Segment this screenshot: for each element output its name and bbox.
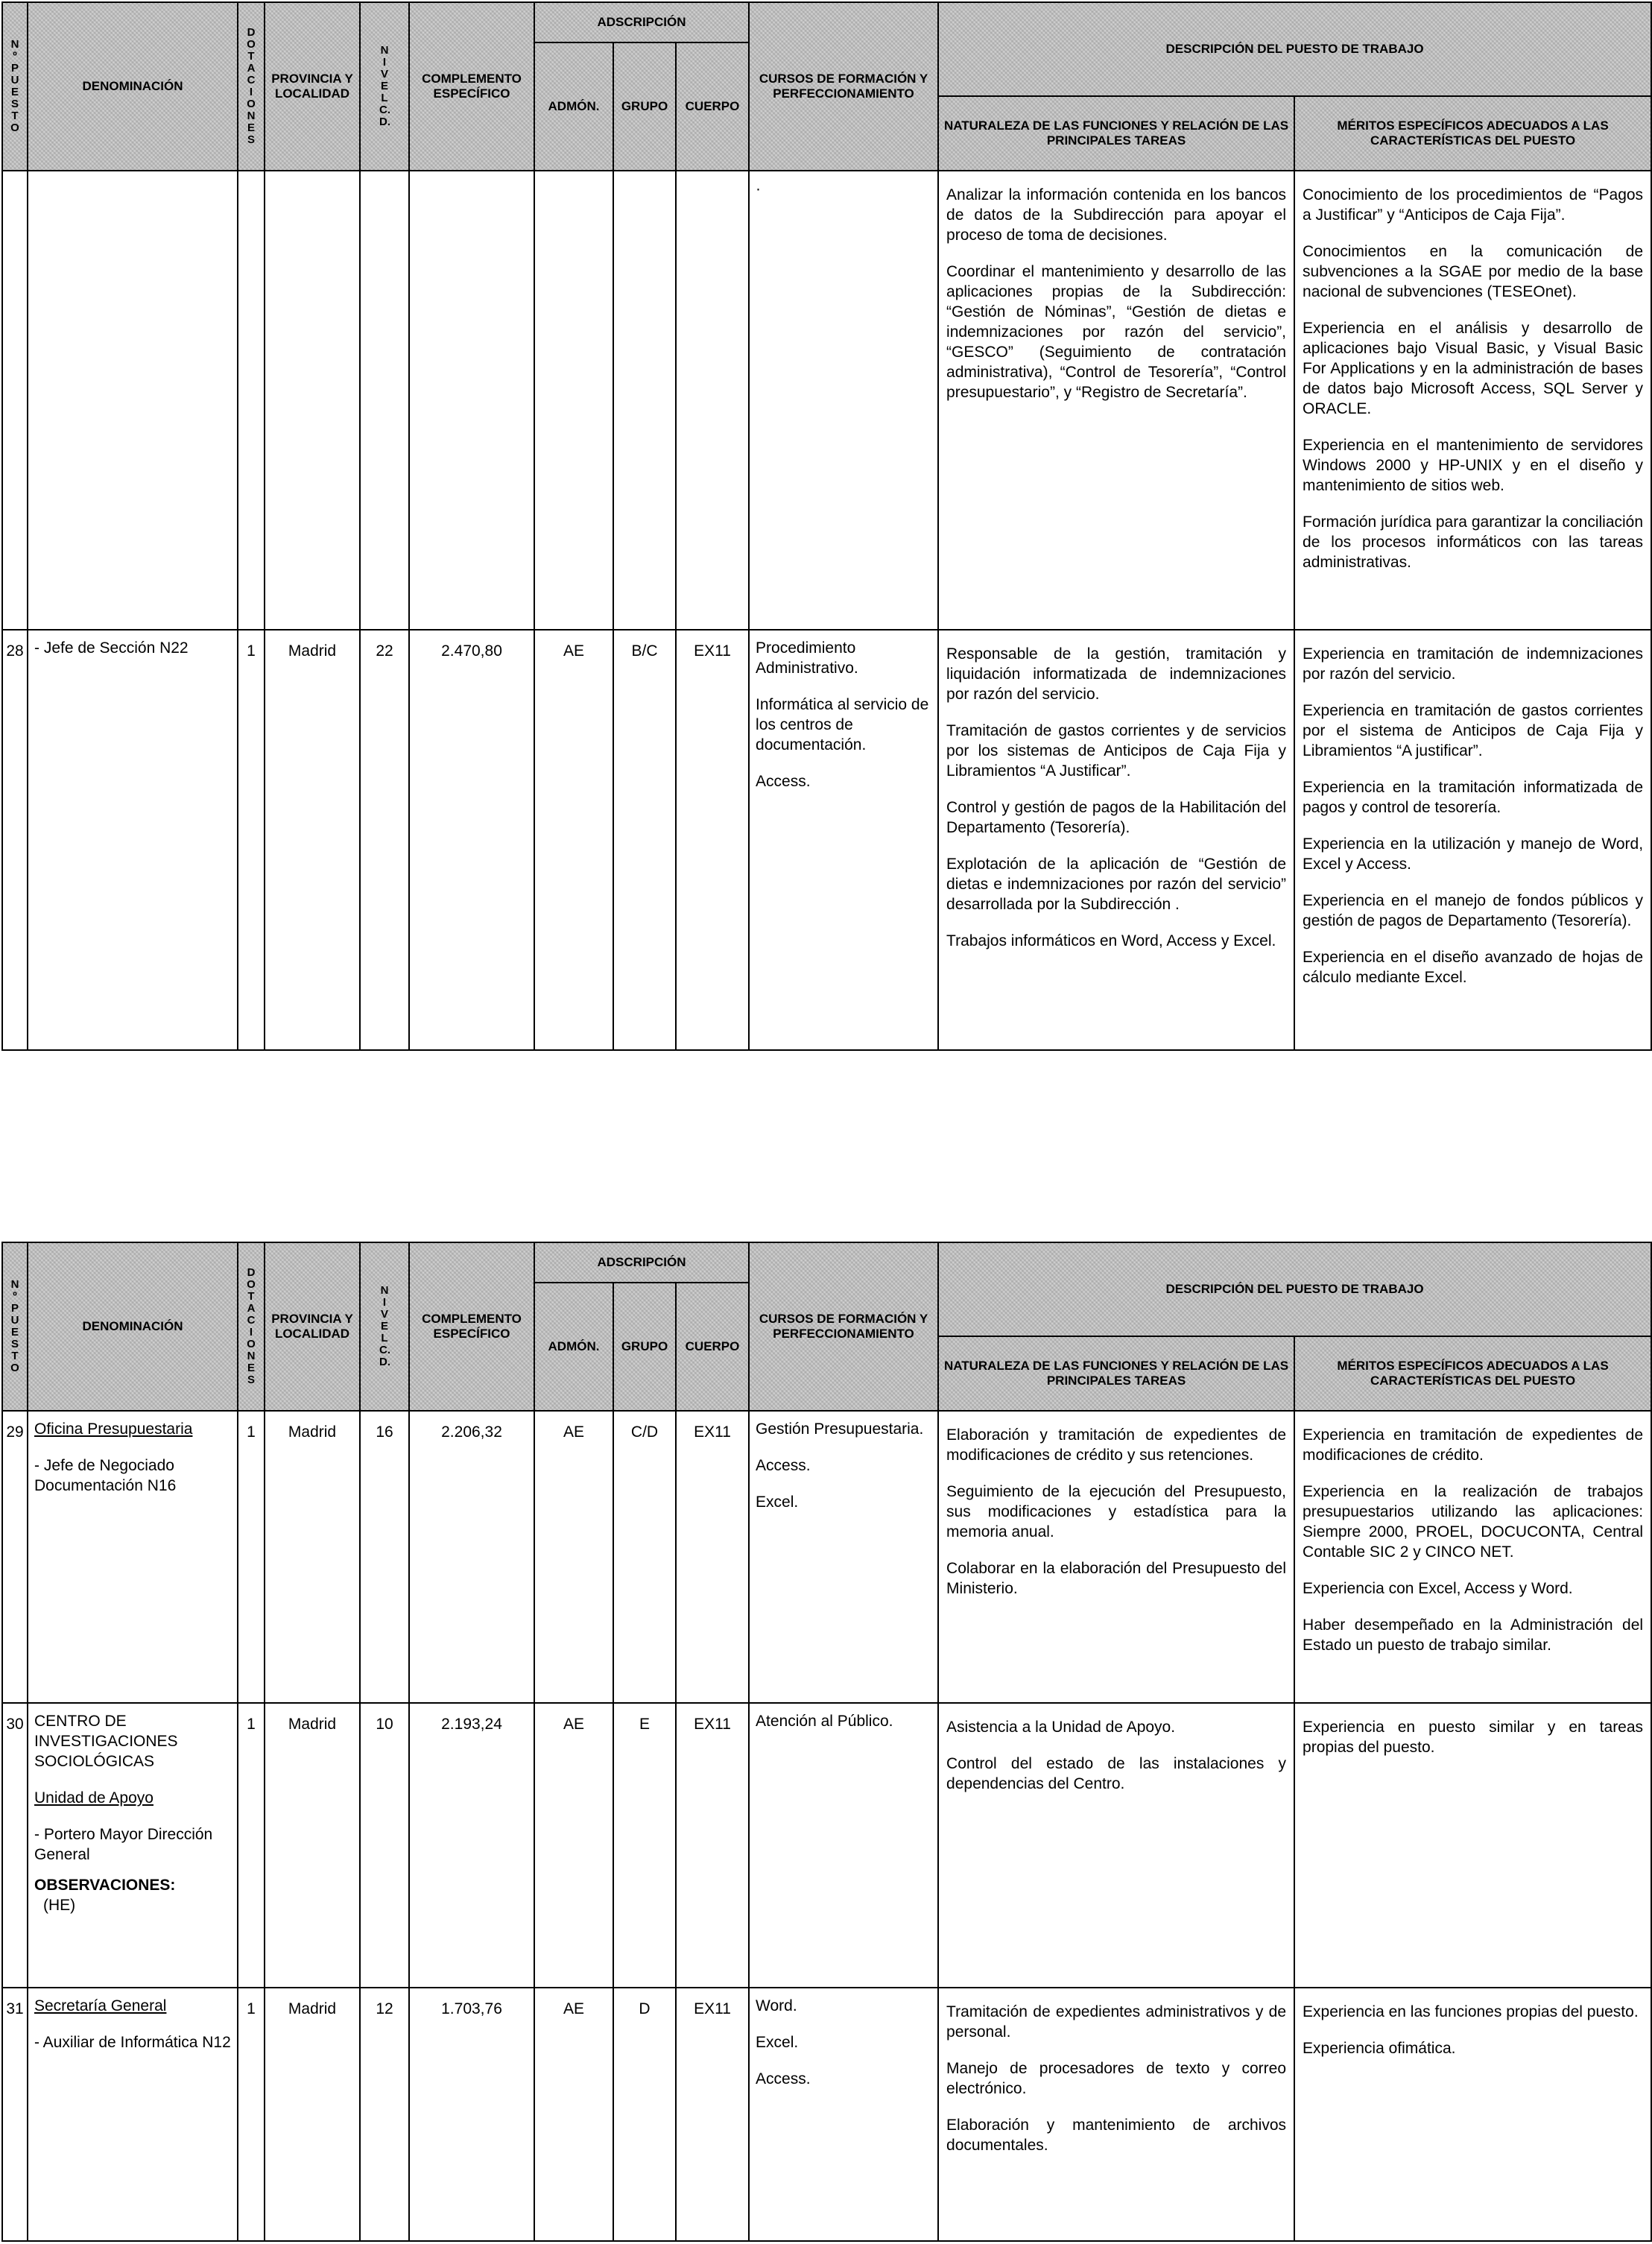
table-row (2, 1411, 1651, 1703)
header-denominacion: DENOMINACIÓN (28, 2, 238, 171)
header-dotaciones: DOTACIONES (238, 1242, 265, 1411)
header-admon: ADMÓN. (534, 42, 613, 171)
grupo-cell: B/C (613, 630, 676, 1050)
complemento-cell: 1.703,76 (409, 1988, 534, 2241)
dotaciones-cell: 1 (238, 630, 265, 1050)
section-title: Oficina Presupuestaria (34, 1420, 193, 1438)
header-adscripcion: ADSCRIPCIÓN (534, 2, 749, 42)
cursos-cell: Atención al Público. (749, 1703, 938, 1988)
provincia-cell: Madrid (265, 1411, 360, 1703)
admon-cell: AE (534, 630, 613, 1050)
section-title: Secretaría General (34, 1997, 167, 2014)
header-nivel: NIVEL C.D. (360, 1242, 409, 1411)
header-grupo: GRUPO (613, 1283, 676, 1411)
funciones-cell: Elaboración y tramitación de expedientes de modificaciones de crédito y sus retenciones. Seguimiento de la ejecución del Presupuesto, sus modificaciones y estadística para la memoria anual. Colaborar en la elaboración del Presupuesto del Ministerio. (938, 1411, 1294, 1703)
cuerpo-cell: EX11 (676, 630, 749, 1050)
funciones-cell: Asistencia a la Unidad de Apoyo. Control del estado de las instalaciones y dependencias del Centro. (938, 1703, 1294, 1988)
grupo-cell: D (613, 1988, 676, 2241)
dotaciones-cell: 1 (238, 1988, 265, 2241)
grupo-cell: E (613, 1703, 676, 1988)
cursos-cell: Gestión Presupuestaria. Access. Excel. (749, 1411, 938, 1703)
table-row (2, 630, 1651, 1050)
dotaciones-cell: 1 (238, 1411, 265, 1703)
header-num-puesto: Nº PUESTO (2, 2, 28, 171)
meritos-cell: Experiencia en tramitación de expedientes de modificaciones de crédito. Experiencia en la realización de trabajos presupuestarios utilizando las aplicaciones: Siempre 2000, PROEL, DOCUCONTA, Central Contable SIC 2 y CINCO NET. Experiencia con Excel, Access y Word. Haber desempeñado en la Administración del Estado un puesto de trabajo similar. (1294, 1411, 1651, 1703)
cuerpo-cell: EX11 (676, 1988, 749, 2241)
header-cuerpo: CUERPO (676, 42, 749, 171)
observaciones-label: OBSERVACIONES: (34, 1877, 176, 1894)
admon-cell: AE (534, 1703, 613, 1988)
header-complemento: COMPLEMENTO ESPECÍFICO (409, 2, 534, 171)
header-descripcion: DESCRIPCIÓN DEL PUESTO DE TRABAJO (938, 2, 1651, 96)
table-row (2, 1703, 1651, 1988)
observaciones-value: (HE) (43, 1897, 76, 1914)
header-admon: ADMÓN. (534, 1283, 613, 1411)
header-cursos: CURSOS DE FORMACIÓN Y PERFECCIONAMIENTO (749, 2, 938, 171)
cursos-cell: Word. Excel. Access. (749, 1988, 938, 2241)
puesto-number: 31 (2, 1988, 28, 2241)
denominacion-cell: Secretaría General - Auxiliar de Informática N12 (28, 1988, 238, 2241)
funciones-cell: Tramitación de expedientes administrativos y de personal. Manejo de procesadores de texto y correo electrónico. Elaboración y mantenimiento de archivos documentales. (938, 1988, 1294, 2241)
admon-cell: AE (534, 1411, 613, 1703)
dotaciones-cell: 1 (238, 1703, 265, 1988)
provincia-cell: Madrid (265, 1703, 360, 1988)
header-num-puesto: Nº PUESTO (2, 1242, 28, 1411)
puesto-number: 30 (2, 1703, 28, 1988)
header-naturaleza: NATURALEZA DE LAS FUNCIONES Y RELACIÓN DE LAS PRINCIPALES TAREAS (938, 1336, 1294, 1411)
funciones-cell: Analizar la información contenida en los bancos de datos de la Subdirección para apoyar el proceso de toma de decisiones. Coordinar el mantenimiento y desarrollo de las aplicaciones propias de la Subdirección: “Gestión de Nóminas”, “Gestión de dietas e indemnizaciones por razón del servicio”, “GESCO” (Seguimiento de contratación administrativa), “Control de Tesorería”, “Control presupuestario”, y “Registro de Secretaría”. (938, 171, 1294, 630)
provincia-cell: Madrid (265, 1988, 360, 2241)
cursos-cell: Procedimiento Administrativo. Informática al servicio de los centros de documentación. Access. (749, 630, 938, 1050)
header-dotaciones: DOTACIONES (238, 2, 265, 171)
header-meritos: MÉRITOS ESPECÍFICOS ADECUADOS A LAS CARACTERÍSTICAS DEL PUESTO (1294, 1336, 1651, 1411)
header-denominacion: DENOMINACIÓN (28, 1242, 238, 1411)
header-naturaleza: NATURALEZA DE LAS FUNCIONES Y RELACIÓN DE LAS PRINCIPALES TAREAS (938, 96, 1294, 171)
denominacion-cell: CENTRO DE INVESTIGACIONES SOCIOLÓGICAS Unidad de Apoyo - Portero Mayor Dirección General OBSERVACIONES: (HE) (28, 1703, 238, 1988)
cuerpo-cell: EX11 (676, 1411, 749, 1703)
meritos-cell: Experiencia en las funciones propias del puesto. Experiencia ofimática. (1294, 1988, 1651, 2241)
header-provincia: PROVINCIA Y LOCALIDAD (265, 1242, 360, 1411)
nivel-cell: 22 (360, 630, 409, 1050)
nivel-cell: 16 (360, 1411, 409, 1703)
complemento-cell: 2.206,32 (409, 1411, 534, 1703)
job-table-1 (1, 1, 1652, 1051)
header-meritos: MÉRITOS ESPECÍFICOS ADECUADOS A LAS CARACTERÍSTICAS DEL PUESTO (1294, 96, 1651, 171)
puesto-number: 28 (2, 630, 28, 1050)
cursos-cell: · (749, 171, 938, 630)
nivel-cell: 12 (360, 1988, 409, 2241)
header-cursos: CURSOS DE FORMACIÓN Y PERFECCIONAMIENTO (749, 1242, 938, 1411)
header-cuerpo: CUERPO (676, 1283, 749, 1411)
meritos-cell: Conocimiento de los procedimientos de “Pagos a Justificar” y “Anticipos de Caja Fija”. Conocimientos en la comunicación de subvenciones a la SGAE por medio de la base nacional de subvenciones (TESEOnet). Experiencia en el análisis y desarrollo de aplicaciones bajo Visual Basic, y Visual Basic For Applications y en la administración de bases de datos bajo Microsoft Access, SQL Server y ORACLE. Experiencia en el mantenimiento de servidores Windows 2000 y HP-UNIX y en el diseño y mantenimiento de sitios web. Formación jurídica para garantizar la conciliación de los procesos informáticos con las tareas administrativas. (1294, 171, 1651, 630)
job-table-2 (1, 1242, 1652, 2242)
header-adscripcion: ADSCRIPCIÓN (534, 1242, 749, 1283)
denominacion-cell: Oficina Presupuestaria - Jefe de Negociado Documentación N16 (28, 1411, 238, 1703)
center-title: CENTRO DE INVESTIGACIONES SOCIOLÓGICAS (34, 1713, 178, 1770)
header-grupo: GRUPO (613, 42, 676, 171)
admon-cell: AE (534, 1988, 613, 2241)
funciones-cell: Responsable de la gestión, tramitación y liquidación informatizada de indemnizaciones por razón del servicio. Tramitación de gastos corrientes y de servicios por los sistemas de Anticipos de Caja Fija y Libramientos “A Justificar”. Control y gestión de pagos de la Habilitación del Departamento (Tesorería). Explotación de la aplicación de “Gestión de dietas e indemnizaciones por razón del servicio” desarrollada por la Subdirección . Trabajos informáticos en Word, Access y Excel. (938, 630, 1294, 1050)
meritos-cell: Experiencia en puesto similar y en tareas propias del puesto. (1294, 1703, 1651, 1988)
section-title: Unidad de Apoyo (34, 1789, 154, 1807)
header-descripcion: DESCRIPCIÓN DEL PUESTO DE TRABAJO (938, 1242, 1651, 1336)
nivel-cell: 10 (360, 1703, 409, 1988)
provincia-cell: Madrid (265, 630, 360, 1050)
meritos-cell: Experiencia en tramitación de indemnizaciones por razón del servicio. Experiencia en tramitación de gastos corrientes por el sistema de Anticipos de Caja Fija y Libramientos “A justificar”. Experiencia en la tramitación informatizada de pagos y control de tesorería. Experiencia en la utilización y manejo de Word, Excel y Access. Experiencia en el manejo de fondos públicos y gestión de pagos de Departamento (Tesorería). Experiencia en el diseño avanzado de hojas de cálculo mediante Excel. (1294, 630, 1651, 1050)
header-provincia: PROVINCIA Y LOCALIDAD (265, 2, 360, 171)
denominacion-cell: - Jefe de Sección N22 (28, 630, 238, 1050)
grupo-cell: C/D (613, 1411, 676, 1703)
puesto-number: 29 (2, 1411, 28, 1703)
cuerpo-cell: EX11 (676, 1703, 749, 1988)
header-complemento: COMPLEMENTO ESPECÍFICO (409, 1242, 534, 1411)
table-row (2, 171, 1651, 630)
table-row (2, 1988, 1651, 2241)
complemento-cell: 2.470,80 (409, 630, 534, 1050)
header-nivel: NIVEL C.D. (360, 2, 409, 171)
complemento-cell: 2.193,24 (409, 1703, 534, 1988)
